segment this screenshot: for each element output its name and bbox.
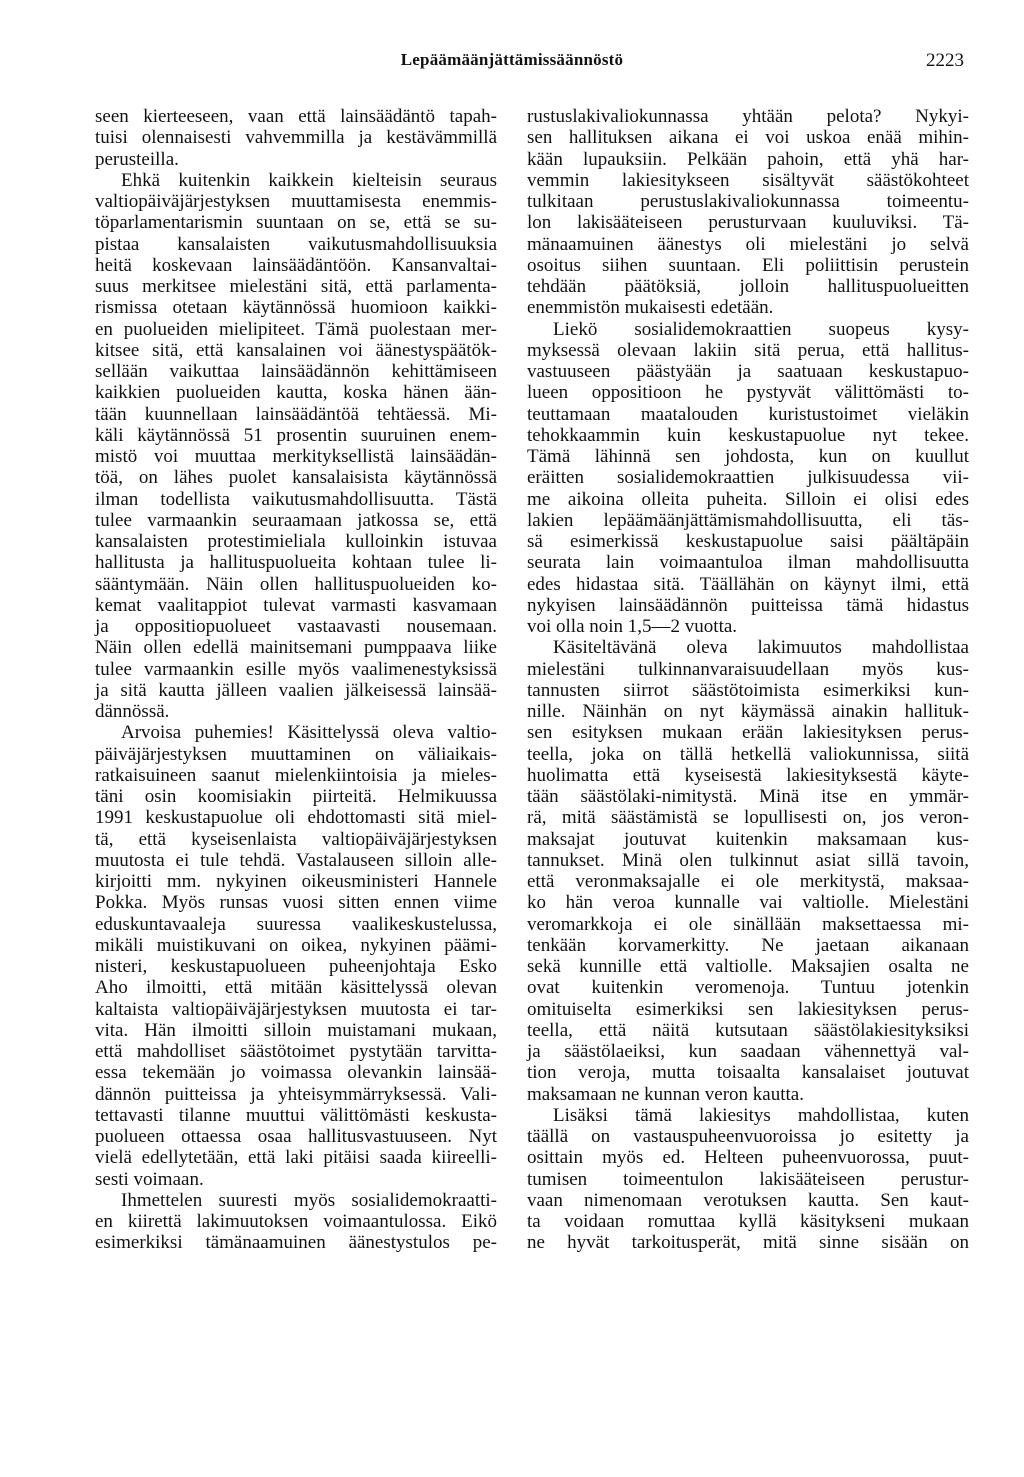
text-line: ja säästölaeiksi, kun saadaan vähennettyä val- [527, 1041, 969, 1062]
text-line: myksessä olevaan lakiin sitä perua, että hallitus- [527, 339, 969, 361]
text-line: tulkitaan perustuslakivaliokunnassa toimeentu- [527, 191, 969, 212]
text-line: Ihmettelen suuresti myös sosialidemokraatti- [121, 1189, 497, 1211]
text-line: omituiselta esimerkiksi sen lakiesityksen perus- [527, 998, 969, 1020]
text-line: perusteilla. [95, 148, 179, 170]
text-line: Käsiteltävänä oleva lakimuutos mahdollistaa [553, 637, 969, 659]
text-line: mistö voi muuttaa merkityksellistä lainsäädän- [95, 446, 497, 467]
text-line: Tämä lähinnä sen johdosta, kun on kuullut [527, 446, 969, 467]
text-line: nykyisen lainsäädännön puitteissa tämä hidastus [527, 594, 969, 616]
text-line: töä, on lähes puolet kansalaisista käytännössä [95, 467, 497, 489]
text-line: kitsee sitä, että kansalainen voi äänestyspäätök- [95, 339, 497, 361]
right-text-column [527, 106, 969, 1254]
text-line: täni osin koomisiakin piirteitä. Helmikuussa [95, 786, 497, 807]
text-line: mänaamuinen äänestys oli mielestäni jo selvä [527, 233, 969, 255]
text-line: ne hyvät tarkoitusperät, mitä sinne sisään on [527, 1232, 969, 1254]
text-line: sellään vaikuttaa lainsäädännön kehittämiseen [95, 361, 497, 382]
text-line: että veronmaksajalle ei ole merkitystä, maksaa- [527, 871, 969, 892]
text-line: täällä on vastauspuheenvuoroissa jo esitetty ja [527, 1126, 969, 1147]
page-number: 2223 [926, 50, 964, 71]
text-line: lueen oppositioon he pystyvät välittömästi to- [527, 382, 969, 404]
text-line: esimerkiksi tämänaamuinen äänestystulos pe- [95, 1232, 497, 1254]
text-line: eräitten sosialidemokraattien julkisuudessa vii- [527, 467, 969, 489]
text-line: mielestäni tulkinnanvaraisuudellaan myös kus- [527, 658, 969, 680]
text-line: Näin ollen edellä mainitsemani pumppaava liike [95, 637, 497, 659]
text-line: pistaa kansalaisten vaikutusmahdollisuuksia [95, 233, 497, 255]
text-line: ratkaisuineen saanut mielenkiintoisia ja mieles- [95, 764, 497, 786]
text-line: eduskuntavaaleja suuressa vaalikeskustelussa, [95, 913, 497, 935]
text-line: muutosta ei tule tehdä. Vastalauseen silloin alle- [95, 849, 497, 871]
text-line: tion veroja, mutta toisaalta kansalaiset joutuvat [527, 1062, 969, 1084]
text-line: kirjoitti mm. nykyinen oikeusministeri Hannele [95, 871, 497, 892]
text-line: sä esimerkissä keskustapuolue saisi päältäpäin [527, 531, 969, 552]
text-line: veromarkkoja ei ole sinällään maksettaessa mi- [527, 913, 969, 935]
text-line: kaikkien puolueiden kautta, koska hänen ään- [95, 382, 497, 404]
text-line: lakien lepäämäänjättämismahdollisuutta, eli täs- [527, 509, 969, 531]
text-line: en kiirettä lakimuutoksen voimaantulossa. Eikö [95, 1211, 497, 1232]
text-line: tenkään korvamerkitty. Ne jaetaan aikanaan [527, 934, 969, 956]
text-line: ilman todellista vaikutusmahdollisuutta. Tästä [95, 488, 497, 510]
text-line: Pokka. Myös runsas vuosi sitten ennen viime [95, 892, 497, 914]
left-text-column [95, 106, 497, 1254]
text-line: tään kuunnellaan lainsäädäntöä tehtäessä. Mi- [95, 403, 497, 425]
text-line: tään säästölaki-nimitystä. Minä itse en ymmär- [527, 786, 969, 807]
text-line: osoitus siihen suuntaan. Eli poliittisin perustein [527, 254, 969, 276]
text-line: rustuslakivaliokunnassa yhtään pelota? Nykyi- [527, 106, 969, 127]
text-line: rismissa otetaan käytännössä huomioon kaikki- [95, 297, 497, 319]
text-line: tumisen toimeentulon lakisääteiseen perustur- [527, 1168, 969, 1190]
text-line: Ehkä kuitenkin kaikkein kielteisin seuraus [121, 169, 497, 191]
text-line: että mahdolliset säästötoimet pystytään tarvitta- [95, 1041, 497, 1062]
text-line: me aikoina olleita puheita. Silloin ei olisi edes [527, 488, 969, 510]
text-line: tettavasti tilanne muuttui välittömästi keskusta- [95, 1104, 497, 1126]
text-line: ta voidaan romuttaa kyllä käsitykseni mukaan [527, 1211, 969, 1232]
text-line: sekä kunnille että valtiolle. Maksajien osalta ne [527, 956, 969, 977]
text-line: käli käytännössä 51 prosentin suuruinen enem- [95, 424, 497, 446]
running-header: Lepäämäänjättämissäännöstö [400, 50, 624, 69]
text-line: huolimatta että kyseisestä lakiesityksestä käyte- [527, 764, 969, 786]
text-line: ja sitä kautta jälleen vaalien jälkeisessä lainsää- [95, 679, 497, 701]
text-line: kemat vaalitappiot tulevat varmasti kasvamaan [95, 594, 497, 616]
text-line: teella, joka on tällä hetkellä valiokunnissa, siitä [527, 743, 969, 765]
text-line: essa tekemään jo voimassa olevankin lainsää- [95, 1062, 497, 1084]
text-line: teella, että näitä kutsutaan säästölakiesityksiksi [527, 1019, 969, 1041]
text-line: ja oppositiopuolueet vastaavasti nousemaan. [95, 616, 497, 637]
text-line: dännössä. [95, 701, 170, 722]
text-line: suus merkitsee mielestäni sitä, että parlamenta- [95, 276, 497, 297]
text-line: nille. Näinhän on nyt käymässä ainakin hallituk- [527, 701, 969, 722]
text-line: vaan nimenomaan verotuksen kautta. Sen kaut- [527, 1189, 969, 1211]
text-line: sen hallituksen aikana ei voi uskoa enää mihin- [527, 127, 969, 149]
text-line: maksamaan ne kunnan veron kautta. [527, 1083, 804, 1105]
text-line: tehdään päätöksiä, jolloin hallituspuolueitten [527, 276, 969, 297]
text-line: voi olla noin 1,5—2 vuotta. [527, 616, 738, 637]
text-line: tä, että kyseisenlaista valtiopäiväjärjestyksen [95, 828, 497, 850]
text-line: sesti voimaan. [95, 1168, 204, 1190]
text-line: tehokkaammin kuin keskustapuolue nyt tekee. [527, 424, 969, 446]
text-line: 1991 keskustapuolue oli ehdottomasti sitä miel- [95, 807, 497, 829]
text-line: rä, mitä säästämistä se lopullisesti on, jos veron- [527, 807, 969, 829]
text-line: kään lupauksiin. Pelkään pahoin, että yhä har- [527, 148, 969, 170]
text-line: en puolueiden mielipiteet. Tämä puolestaan mer- [95, 318, 497, 340]
text-line: edes hidastaa sitä. Täällähän on käynyt ilmi, että [527, 573, 969, 595]
text-line: valtiopäiväjärjestyksen muuttamisesta enemmis- [95, 191, 497, 212]
text-line: sen esityksen mukaan erään lakiesityksen perus- [527, 722, 969, 744]
text-line: kansalaisten protestimieliala kulloinkin istuvaa [95, 531, 497, 552]
text-line: tulee varmaankin seuraamaan jatkossa se, että [95, 509, 497, 531]
text-line: heitä koskevaan lainsäädäntöön. Kansanvaltai- [95, 254, 497, 276]
text-line: päiväjärjestyksen muuttaminen on väliaikais- [95, 743, 497, 765]
text-line: maksajat joutuvat kuitenkin maksamaan kus- [527, 828, 969, 850]
text-line: Arvoisa puhemies! Käsittelyssä oleva valtio- [121, 722, 497, 744]
text-line: dännön puitteissa ja yhteisymmärryksessä. Vali- [95, 1083, 497, 1105]
text-line: puolueen ottaessa osaa hallitusvastuuseen. Nyt [95, 1126, 497, 1147]
text-line: hallitusta ja hallituspuolueita kohtaan tulee li- [95, 552, 497, 574]
text-line: tulee varmaankin esille myös vaalimenestyksissä [95, 658, 497, 680]
text-line: tannukset. Minä olen tulkinnut asiat sillä tavoin, [527, 849, 969, 871]
text-line: sääntymään. Näin ollen hallituspuolueiden ko- [95, 573, 497, 595]
text-line: mikäli muistikuvani on oikea, nykyinen päämi- [95, 934, 497, 956]
text-line: ovat kuitenkin veromenoja. Tuntuu jotenkin [527, 977, 969, 999]
text-line: nisteri, keskustapuolueen puheenjohtaja Esko [95, 956, 497, 977]
text-line: seurata lain voimaantuloa ilman mahdollisuutta [527, 552, 969, 574]
text-line: lon lakisääteiseen perusturvaan kuuluviksi. Tä- [527, 212, 969, 234]
text-line: tannusten siirrot säästötoimista esimerkiksi kun- [527, 679, 969, 701]
text-line: tuisi olennaisesti vahvemmilla ja kestävämmillä [95, 127, 497, 149]
text-line: vemmin lakiesitykseen sisältyvät säästökohteet [527, 169, 969, 191]
text-line: kaltaista valtiopäiväjärjestyksen muutosta ei tar- [95, 998, 497, 1020]
text-line: teuttamaan maatalouden kuristustoimet vieläkin [527, 403, 969, 425]
text-line: ko hän veroa kunnalle vai valtiolle. Mielestäni [527, 892, 969, 914]
text-line: enemmistön mukaisesti edetään. [527, 297, 774, 319]
text-line: seen kierteeseen, vaan että lainsäädäntö tapah- [95, 106, 497, 127]
text-line: vita. Hän ilmoitti silloin muistamani mukaan, [95, 1019, 497, 1041]
text-line: Liekö sosialidemokraattien suopeus kysy- [553, 318, 969, 340]
text-line: vastuuseen päästyään ja saatuaan keskustapuo- [527, 361, 969, 382]
text-line: vielä edellytetään, että laki pitäisi saada kiireelli- [95, 1147, 497, 1169]
text-line: Lisäksi tämä lakiesitys mahdollistaa, kuten [553, 1104, 969, 1126]
text-line: osittain myös ed. Helteen puheenvuorossa, puut- [527, 1147, 969, 1169]
text-line: Aho ilmoitti, että mitään käsittelyssä olevan [95, 977, 497, 999]
text-line: töparlamentarismin suuntaan on se, että se su- [95, 212, 497, 234]
